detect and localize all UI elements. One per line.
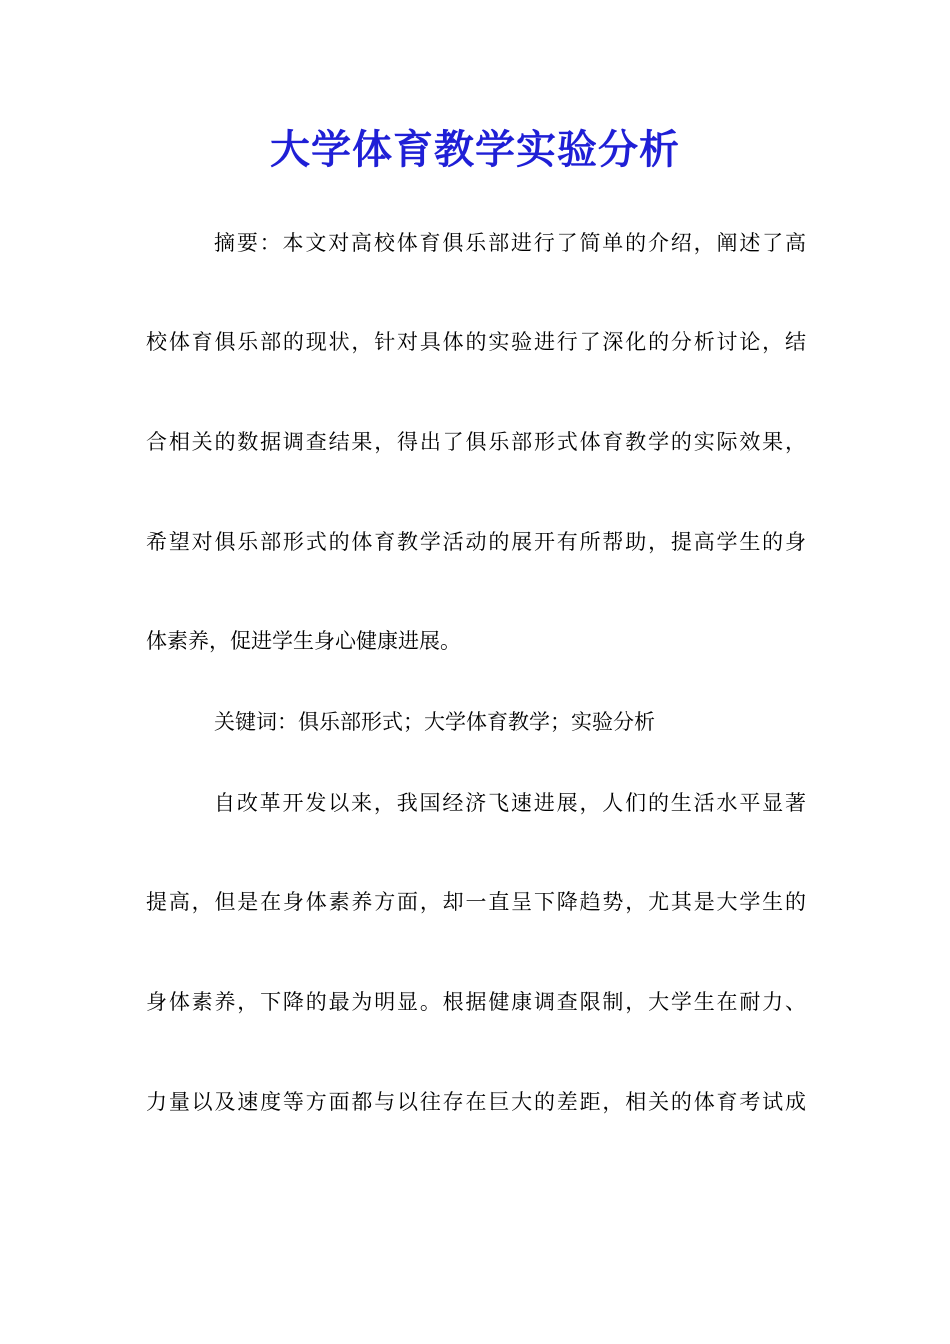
keywords-line: 关键词：俱乐部形式；大学体育教学；实验分析 bbox=[214, 710, 655, 734]
body-line: 身体素养，下降的最为明显。根据健康调查限制，大学生在耐力、 bbox=[146, 990, 806, 1014]
abstract-line: 体素养，促进学生身心健康进展。 bbox=[146, 629, 461, 653]
abstract-line: 合相关的数据调查结果，得出了俱乐部形式体育教学的实际效果， bbox=[146, 430, 806, 454]
abstract-line: 希望对俱乐部形式的体育教学活动的展开有所帮助，提高学生的身 bbox=[146, 530, 806, 554]
body-line: 力量以及速度等方面都与以往存在巨大的差距，相关的体育考试成 bbox=[146, 1090, 806, 1114]
body-line: 提高，但是在身体素养方面，却一直呈下降趋势，尤其是大学生的 bbox=[146, 890, 806, 914]
abstract-line: 摘要：本文对高校体育俱乐部进行了简单的介绍，阐述了高 bbox=[214, 231, 806, 255]
document-title: 大学体育教学实验分析 bbox=[270, 126, 680, 173]
abstract-line: 校体育俱乐部的现状，针对具体的实验进行了深化的分析讨论，结 bbox=[146, 330, 806, 354]
body-line: 自改革开发以来，我国经济飞速进展，人们的生活水平显著 bbox=[214, 791, 806, 815]
